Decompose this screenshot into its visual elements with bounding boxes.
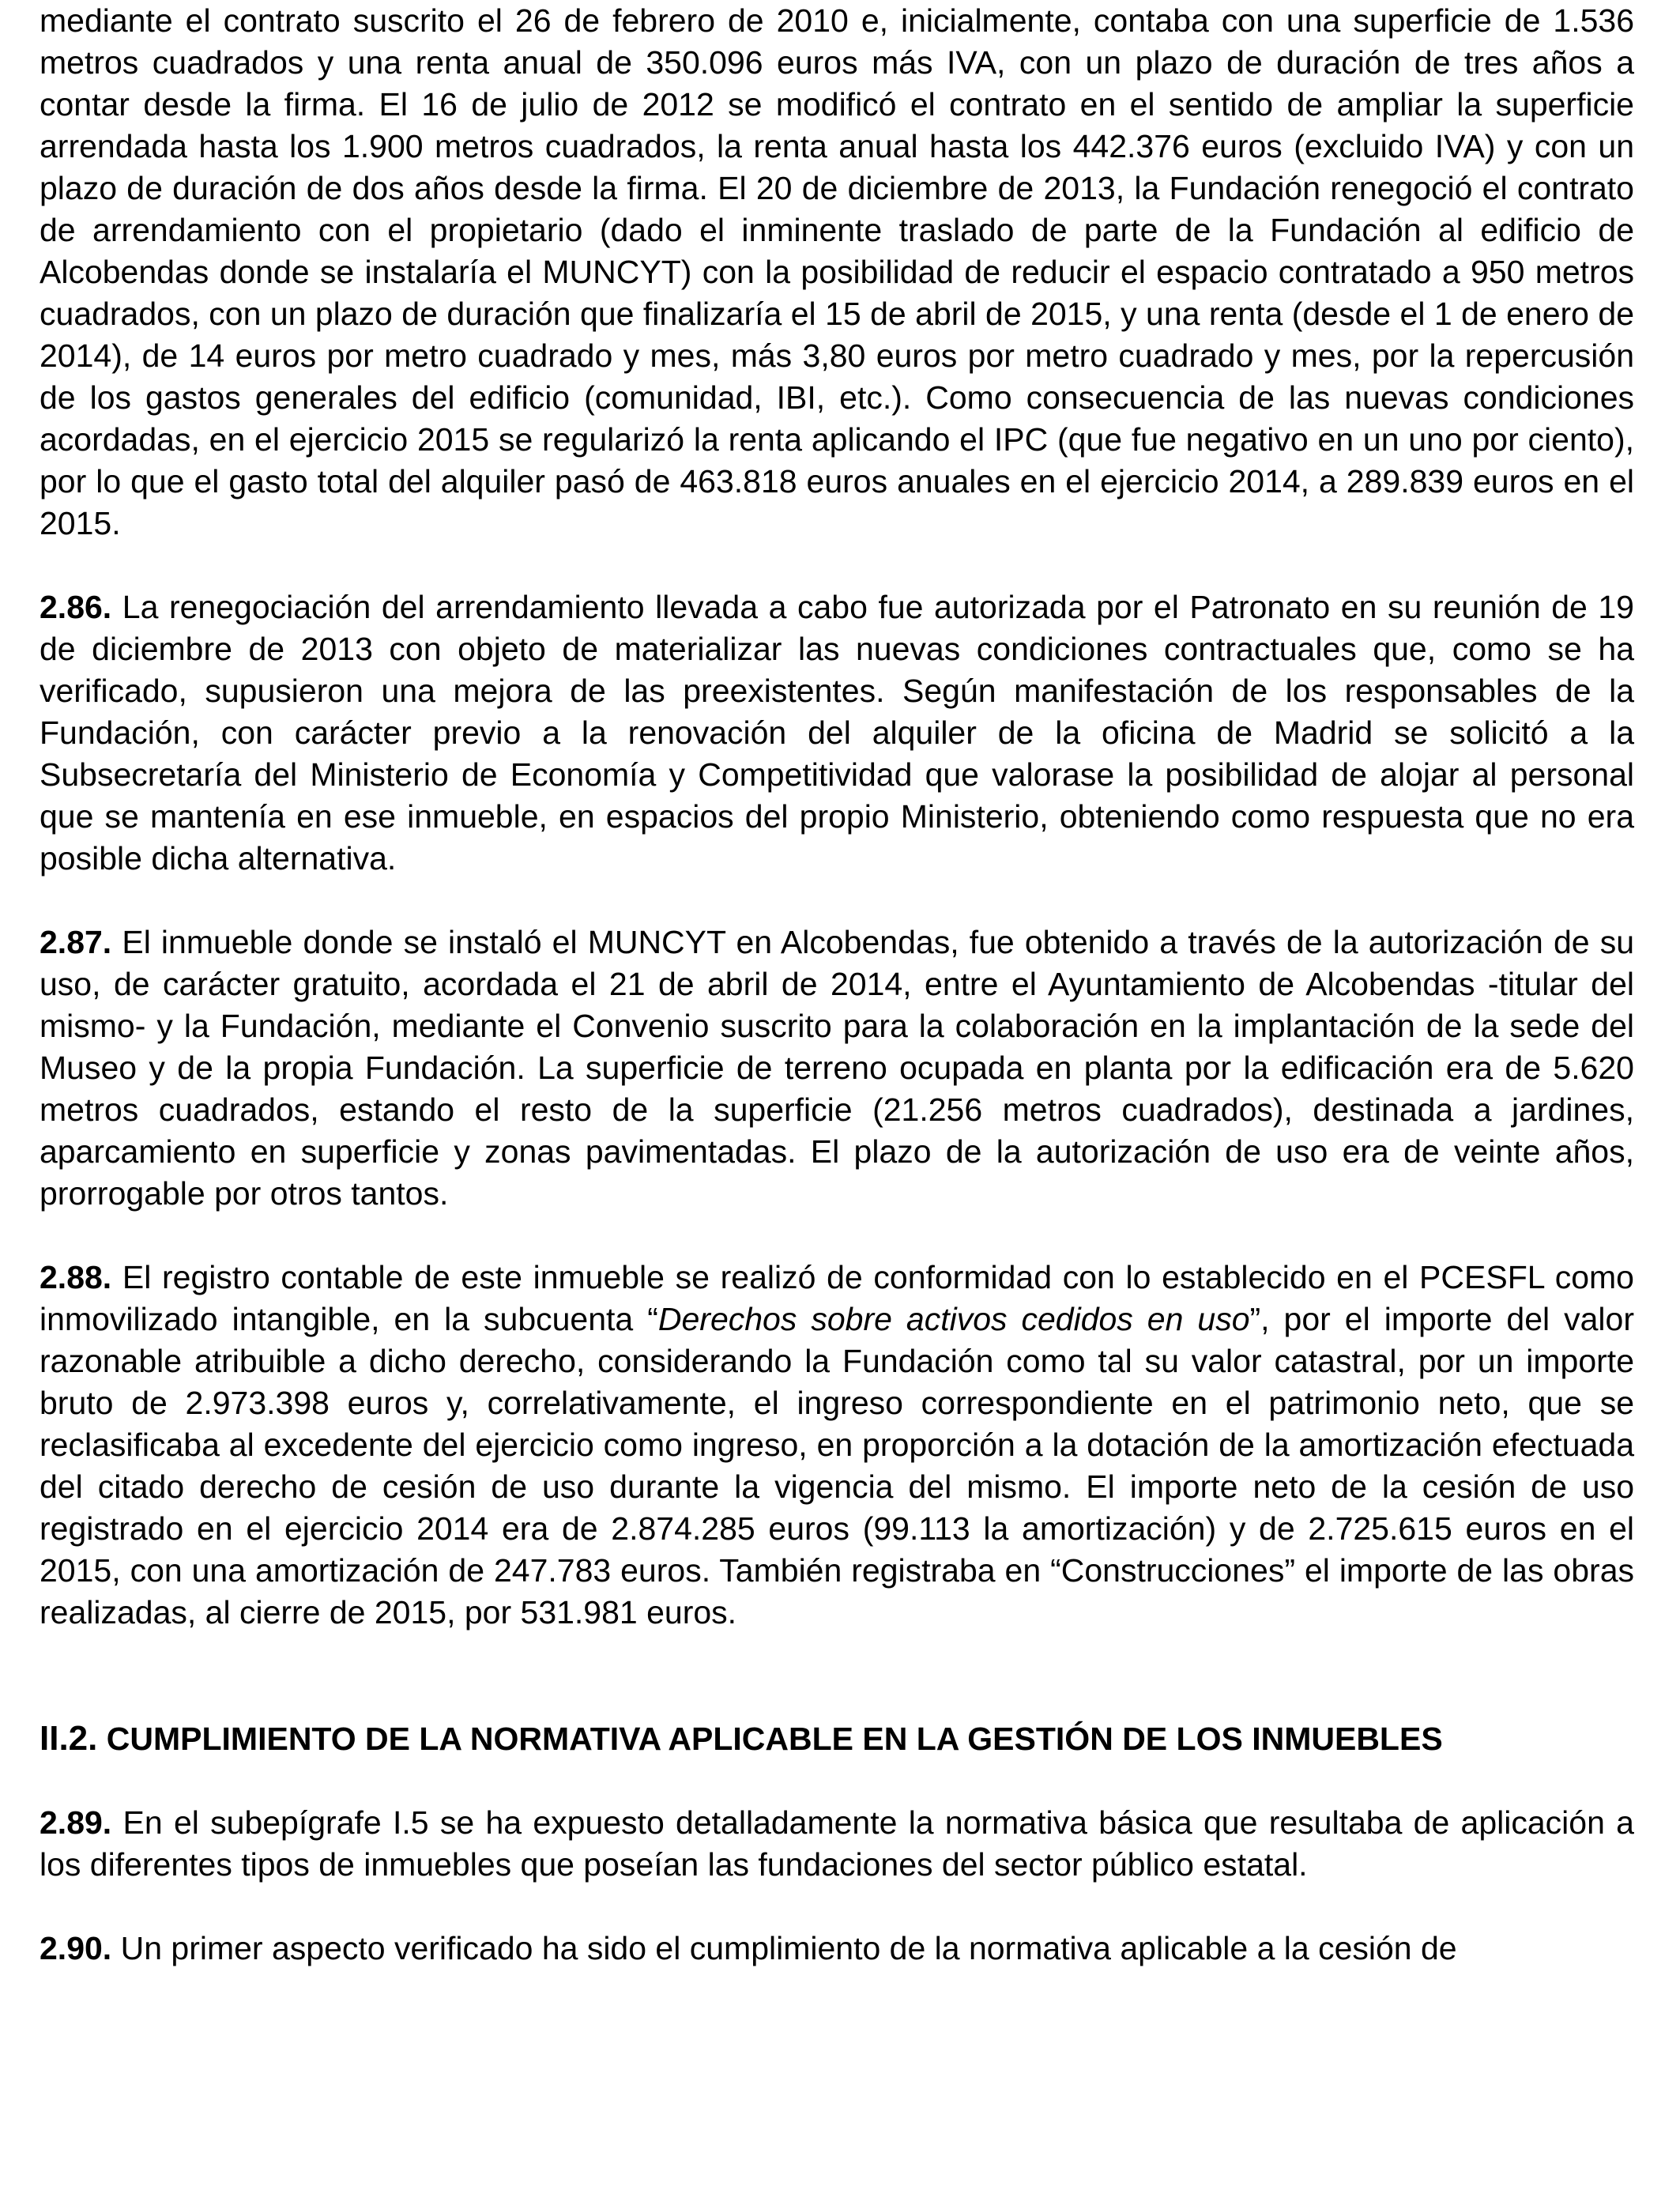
paragraph-continuation xyxy=(40,0,1634,545)
document-page xyxy=(40,0,1634,1970)
paragraph-number: 2.90. xyxy=(40,1930,112,1966)
paragraph-2-87 xyxy=(40,922,1634,1215)
paragraph-text-before: El registro contable de este inmueble se realizó de conformidad con lo establecido en el PCESFL como inmovilizado intangible, en la subcuenta “ xyxy=(40,1259,1634,1337)
paragraph-2-88 xyxy=(40,1257,1634,1634)
paragraph-number: 2.88. xyxy=(40,1259,112,1295)
paragraph-number: 2.86. xyxy=(40,589,112,625)
paragraph-text: La renegociación del arrendamiento llevada a cabo fue autorizada por el Patronato en su reunión de 19 de diciembre de 2013 con objeto de materializar las nuevas condiciones contractuales que, como se ha verificado, supusieron una mejora de las preexistentes. Según manifestación de los responsables de la Fundación, con carácter previo a la renovación del alquiler de la oficina de Madrid se solicitó a la Subsecretaría del Ministerio de Economía y Competitividad que valorase la posibilidad de alojar al personal que se mantenía en ese inmueble, en espacios del propio Ministerio, obteniendo como respuesta que no era posible dicha alternativa. xyxy=(40,589,1634,876)
paragraph-2-86 xyxy=(40,586,1634,880)
section-heading xyxy=(40,1717,1634,1760)
paragraph-number: 2.89. xyxy=(40,1804,112,1841)
paragraph-text: En el subepígrafe I.5 se ha expuesto detalladamente la normativa básica que resultaba de aplicación a los diferentes tipos de inmuebles que poseían las fundaciones del sector público estatal. xyxy=(40,1804,1634,1883)
paragraph-text: El inmueble donde se instaló el MUNCYT en Alcobendas, fue obtenido a través de la autorización de su uso, de carácter gratuito, acordada el 21 de abril de 2014, entre el Ayuntamiento de Alcobendas -titular del mismo- y la Fundación, mediante el Convenio suscrito para la colaboración en la implantación de la sede del Museo y de la propia Fundación. La superficie de terreno ocupada en planta por la edificación era de 5.620 metros cuadrados, estando el resto de la superficie (21.256 metros cuadrados), destinada a jardines, aparcamiento en superficie y zonas pavimentadas. El plazo de la autorización de uso era de veinte años, prorrogable por otros tantos. xyxy=(40,924,1634,1212)
paragraph-number: 2.87. xyxy=(40,924,112,960)
section-number: II.2. xyxy=(40,1719,98,1758)
section-title: CUMPLIMIENTO DE LA NORMATIVA APLICABLE EN LA GESTIÓN DE LOS INMUEBLES xyxy=(106,1721,1443,1757)
paragraph-text-after: ”, por el importe del valor razonable atribuible a dicho derecho, considerando la Fundación como tal su valor catastral, por un importe bruto de 2.973.398 euros y, correlativamente, el ingreso correspondiente en el patrimonio neto, que se reclasificaba al excedente del ejercicio como ingreso, en proporción a la dotación de la amortización efectuada del citado derecho de cesión de uso durante la vigencia del mismo. El importe neto de la cesión de uso registrado en el ejercicio 2014 era de 2.874.285 euros (99.113 la amortización) y de 2.725.615 euros en el 2015, con una amortización de 247.783 euros. También registraba en “Construcciones” el importe de las obras realizadas, al cierre de 2015, por 531.981 euros. xyxy=(40,1301,1634,1630)
paragraph-2-89 xyxy=(40,1802,1634,1886)
paragraph-text: mediante el contrato suscrito el 26 de febrero de 2010 e, inicialmente, contaba con una superficie de 1.536 metros cuadrados y una renta anual de 350.096 euros más IVA, con un plazo de duración de tres años a contar desde la firma. El 16 de julio de 2012 se modificó el contrato en el sentido de ampliar la superficie arrendada hasta los 1.900 metros cuadrados, la renta anual hasta los 442.376 euros (excluido IVA) y con un plazo de duración de dos años desde la firma. El 20 de diciembre de 2013, la Fundación renegoció el contrato de arrendamiento con el propietario (dado el inminente traslado de parte de la Fundación al edificio de Alcobendas donde se instalaría el MUNCYT) con la posibilidad de reducir el espacio contratado a 950 metros cuadrados, con un plazo de duración que finalizaría el 15 de abril de 2015, y una renta (desde el 1 de enero de 2014), de 14 euros por metro cuadrado y mes, más 3,80 euros por metro cuadrado y mes, por la repercusión de los gastos generales del edificio (comunidad, IBI, etc.). Como consecuencia de las nuevas condiciones acordadas, en el ejercicio 2015 se regularizó la renta aplicando el IPC (que fue negativo en un uno por ciento), por lo que el gasto total del alquiler pasó de 463.818 euros anuales en el ejercicio 2014, a 289.839 euros en el 2015. xyxy=(40,2,1634,541)
paragraph-text-italic: Derechos sobre activos cedidos en uso xyxy=(657,1301,1250,1337)
paragraph-2-90 xyxy=(40,1928,1634,1970)
paragraph-text: Un primer aspecto verificado ha sido el cumplimiento de la normativa aplicable a la cesión de xyxy=(120,1930,1457,1966)
